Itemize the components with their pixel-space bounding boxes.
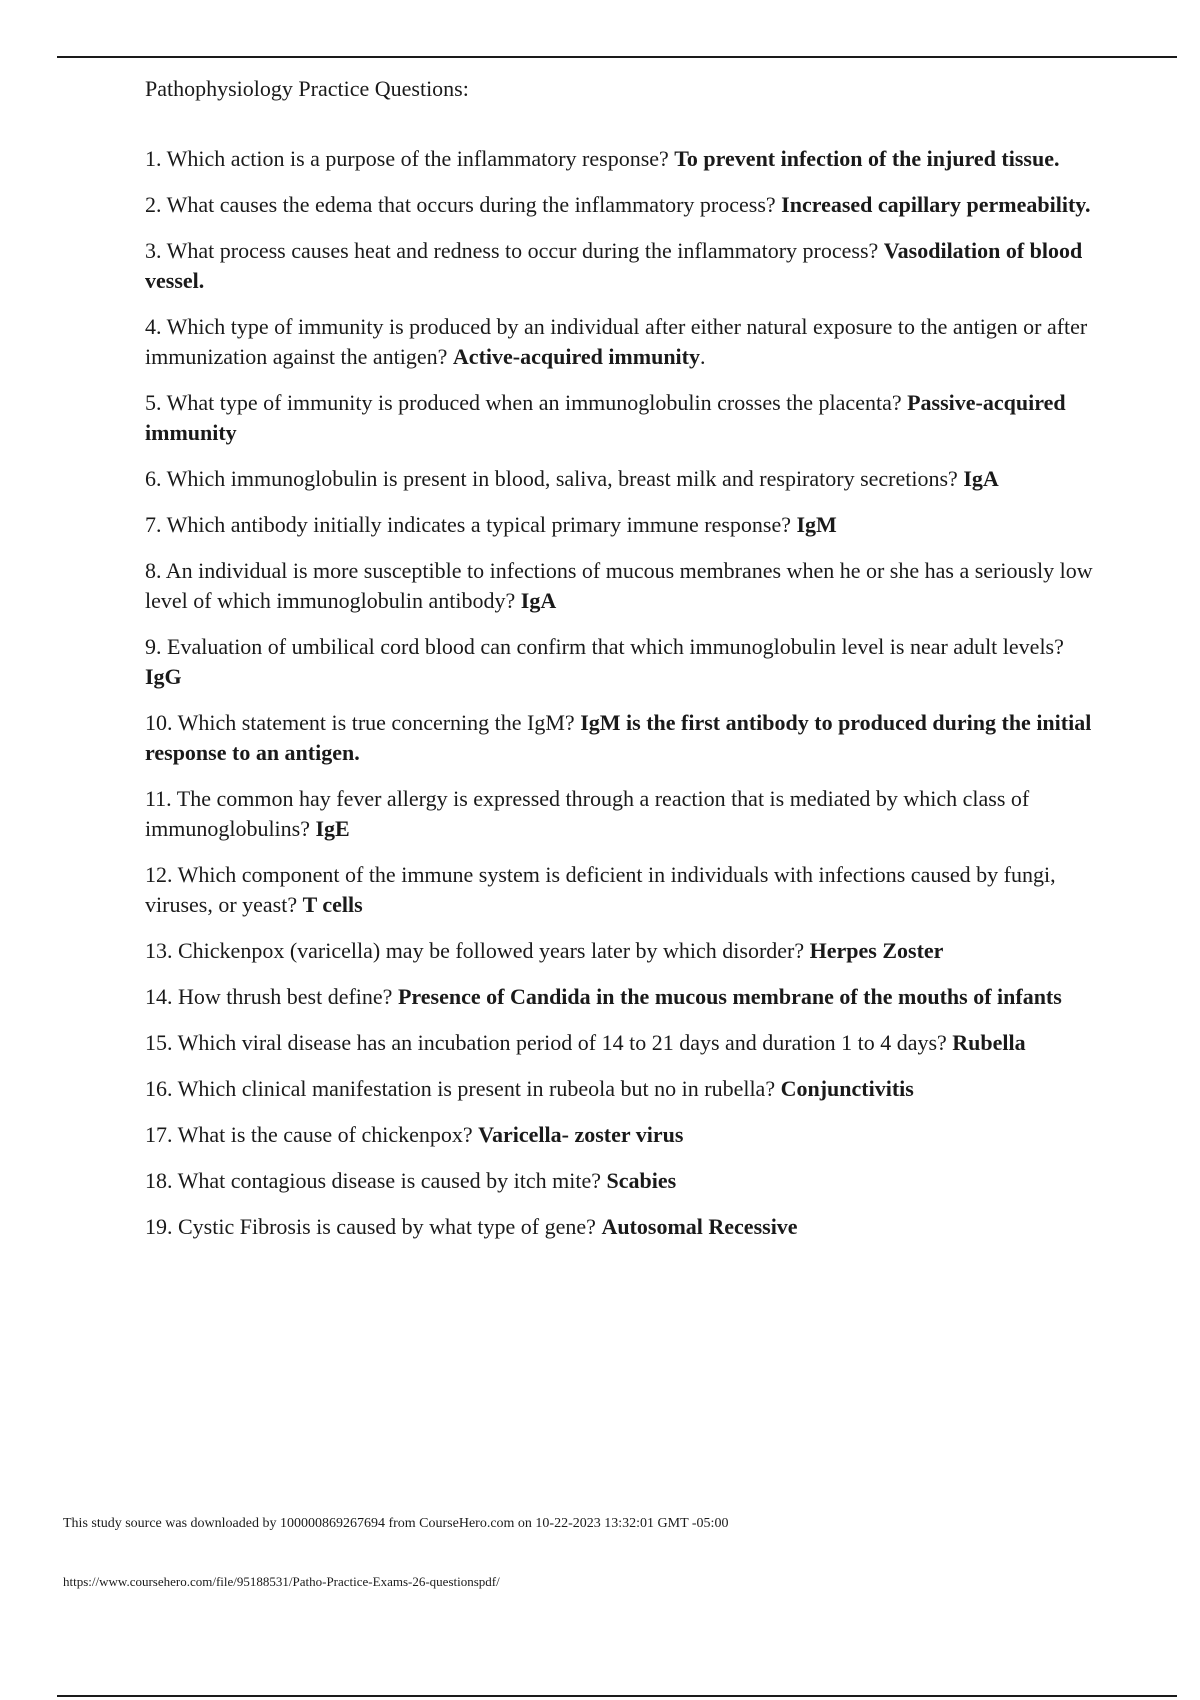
question-item-3 xyxy=(145,236,1095,296)
question-text: 11. The common hay fever allergy is expressed through a reaction that is mediated by which class of immunoglobulins? xyxy=(145,786,1030,841)
answer-text: Rubella xyxy=(952,1030,1026,1055)
question-text: 1. Which action is a purpose of the inflammatory response? xyxy=(145,146,675,171)
question-item-2 xyxy=(145,190,1095,220)
answer-text: IgA xyxy=(963,466,999,491)
question-item-7 xyxy=(145,510,1095,540)
question-text: 4. Which type of immunity is produced by an individual after either natural exposure to the antigen or after immunization against the antigen? xyxy=(145,314,1088,369)
answer-text: Conjunctivitis xyxy=(780,1076,914,1101)
question-item-18 xyxy=(145,1166,1095,1196)
question-item-4 xyxy=(145,312,1095,372)
question-item-6 xyxy=(145,464,1095,494)
answer-text: IgM xyxy=(796,512,837,537)
question-text: 8. An individual is more susceptible to infections of mucous membranes when he or she has a seriously low level of which immunoglobulin antibody? xyxy=(145,558,1093,613)
question-item-14 xyxy=(145,982,1095,1012)
question-text: 14. How thrush best define? xyxy=(145,984,398,1009)
question-text: 2. What causes the edema that occurs during the inflammatory process? xyxy=(145,192,782,217)
question-item-8 xyxy=(145,556,1095,616)
answer-text: Varicella- zoster virus xyxy=(478,1122,684,1147)
question-text: 6. Which immunoglobulin is present in blood, saliva, breast milk and respiratory secretions? xyxy=(145,466,964,491)
answer-text: Autosomal Recessive xyxy=(601,1214,798,1239)
question-item-1 xyxy=(145,144,1095,174)
question-item-16 xyxy=(145,1074,1095,1104)
answer-text: T cells xyxy=(302,892,363,917)
page-title: Pathophysiology Practice Questions: xyxy=(145,76,469,101)
question-text: 5. What type of immunity is produced when an immunoglobulin crosses the placenta? xyxy=(145,390,908,415)
question-text: 15. Which viral disease has an incubation period of 14 to 21 days and duration 1 to 4 days? xyxy=(145,1030,953,1055)
answer-text: IgE xyxy=(315,816,350,841)
answer-text: IgM is the first antibody to produced during the initial response to an antigen. xyxy=(145,710,1092,765)
question-text: 18. What contagious disease is caused by itch mite? xyxy=(145,1168,607,1193)
answer-text: To prevent infection of the injured tissue. xyxy=(674,146,1060,171)
question-text: 17. What is the cause of chickenpox? xyxy=(145,1122,479,1147)
question-item-11 xyxy=(145,784,1095,844)
question-item-9 xyxy=(145,632,1095,692)
question-item-13 xyxy=(145,936,1095,966)
question-text: 19. Cystic Fibrosis is caused by what type of gene? xyxy=(145,1214,602,1239)
answer-text: Active-acquired immunity xyxy=(452,344,700,369)
question-item-12 xyxy=(145,860,1095,920)
answer-text: IgG xyxy=(145,664,182,689)
answer-text: Presence of Candida in the mucous membrane of the mouths of infants xyxy=(397,984,1062,1009)
question-text: 16. Which clinical manifestation is present in rubeola but no in rubella? xyxy=(145,1076,781,1101)
question-item-15 xyxy=(145,1028,1095,1058)
question-item-19 xyxy=(145,1212,1095,1242)
answer-text: Herpes Zoster xyxy=(809,938,944,963)
answer-text: Vasodilation of blood vessel. xyxy=(145,238,1083,293)
question-item-17 xyxy=(145,1120,1095,1150)
question-text: 13. Chickenpox (varicella) may be followed years later by which disorder? xyxy=(145,938,810,963)
question-list xyxy=(145,144,1095,1258)
question-text: 7. Which antibody initially indicates a typical primary immune response? xyxy=(145,512,797,537)
answer-text: Increased capillary permeability. xyxy=(781,192,1091,217)
answer-text: IgA xyxy=(520,588,557,613)
question-text: 3. What process causes heat and redness to occur during the inflammatory process? xyxy=(145,238,884,263)
question-item-5 xyxy=(145,388,1095,448)
answer-trailing: . xyxy=(700,344,706,369)
question-item-10 xyxy=(145,708,1095,768)
download-source-note: This study source was downloaded by 100000869267694 from CourseHero.com on 10-22-2023 13:32:01 GMT -05:00 xyxy=(63,1516,729,1531)
answer-text: Scabies xyxy=(606,1168,677,1193)
question-text: 10. Which statement is true concerning the IgM? xyxy=(145,710,581,735)
bottom-divider xyxy=(57,1695,1177,1697)
top-divider xyxy=(57,56,1177,58)
question-text: 12. Which component of the immune system is deficient in individuals with infections caused by fungi, viruses, or yeast? xyxy=(145,862,1056,917)
answer-text: Passive-acquired immunity xyxy=(145,390,1066,445)
question-text: 9. Evaluation of umbilical cord blood can confirm that which immunoglobulin level is near adult levels? xyxy=(145,634,1064,659)
source-url: https://www.coursehero.com/file/95188531/Patho-Practice-Exams-26-questionspdf/ xyxy=(63,1574,500,1589)
